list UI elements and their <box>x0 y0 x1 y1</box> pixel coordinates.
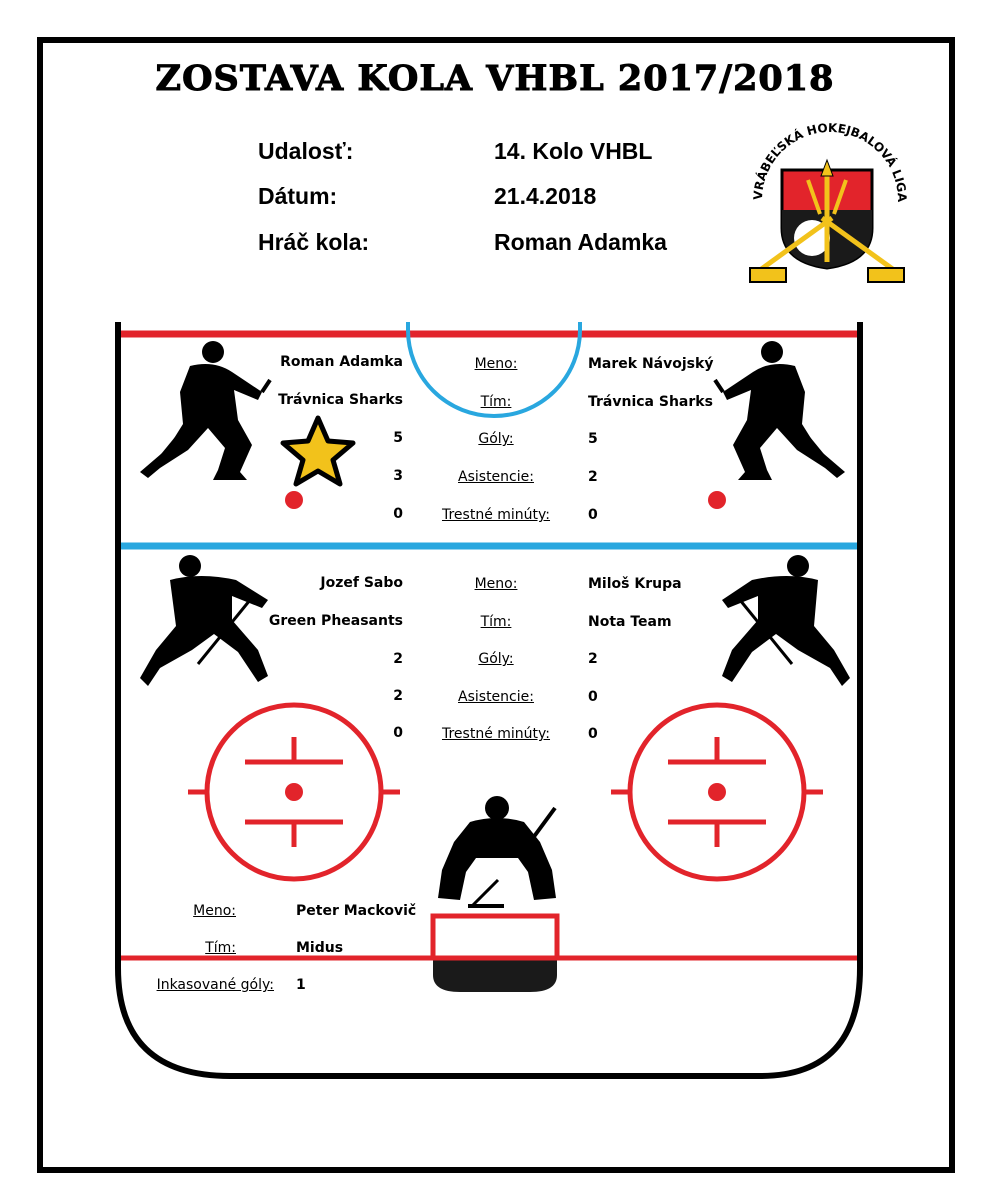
forward-2-penalty: 0 <box>588 507 598 523</box>
page-title: ZOSTAVA KOLA VHBL 2017/2018 <box>155 58 835 99</box>
label-penalty: Trestné minúty: <box>441 507 551 523</box>
league-logo <box>750 121 909 282</box>
hockey-player-silhouette-icon <box>715 341 845 480</box>
defender-1-team: Green Pheasants <box>268 613 403 629</box>
defender-1-assists: 2 <box>393 688 403 704</box>
goalie-goals-against: 1 <box>296 977 306 993</box>
goalie-silhouette-icon <box>438 796 556 906</box>
label-team: Tím: <box>480 614 512 630</box>
forward-1-goals: 5 <box>393 430 403 446</box>
event-value: 14. Kolo VHBL <box>494 138 653 164</box>
defender-1-goals: 2 <box>393 651 403 667</box>
defender-1-penalty: 0 <box>393 725 403 741</box>
label-team: Tím: <box>480 394 512 410</box>
forward-2-team: Trávnica Sharks <box>588 394 713 410</box>
defender-1-name: Jozef Sabo <box>320 575 403 591</box>
goalie-label-goals-against: Inkasované góly: <box>156 977 274 993</box>
defender-2-penalty: 0 <box>588 726 598 742</box>
forward-1-penalty: 0 <box>393 506 403 522</box>
logo-text: VRÁBEĽSKÁ HOKEJBALOVÁ LIGA <box>750 120 910 203</box>
player-of-round-value: Roman Adamka <box>494 229 667 255</box>
goalie-team: Midus <box>296 940 344 956</box>
label-goals: Góly: <box>478 431 514 447</box>
label-assists: Asistencie: <box>458 689 534 705</box>
goalie-label-name: Meno: <box>193 903 236 919</box>
hockey-player-silhouette-icon <box>722 555 850 686</box>
forward-2-name: Marek Návojský <box>588 356 714 372</box>
event-label: Udalosť: <box>258 138 354 164</box>
forward-2-assists: 2 <box>588 469 598 485</box>
forward-1-assists: 3 <box>393 468 403 484</box>
label-name: Meno: <box>474 576 518 592</box>
defender-2-team: Nota Team <box>588 614 672 630</box>
label-penalty: Trestné minúty: <box>441 726 551 742</box>
label-name: Meno: <box>474 356 518 372</box>
forward-2-goals: 5 <box>588 431 598 447</box>
player-of-round-label: Hráč kola: <box>258 229 370 255</box>
date-label: Dátum: <box>258 183 338 209</box>
label-goals: Góly: <box>478 651 514 667</box>
faceoff-circle-right <box>611 705 823 879</box>
goalie-name: Peter Mackovič <box>296 903 417 919</box>
defender-2-name: Miloš Krupa <box>588 576 682 592</box>
label-assists: Asistencie: <box>458 469 534 485</box>
forward-1-team: Trávnica Sharks <box>278 392 403 408</box>
date-value: 21.4.2018 <box>494 183 597 209</box>
defender-2-assists: 0 <box>588 689 598 705</box>
goalie-label-team: Tím: <box>205 940 236 956</box>
forward-1-name: Roman Adamka <box>280 354 403 370</box>
defender-2-goals: 2 <box>588 651 598 667</box>
